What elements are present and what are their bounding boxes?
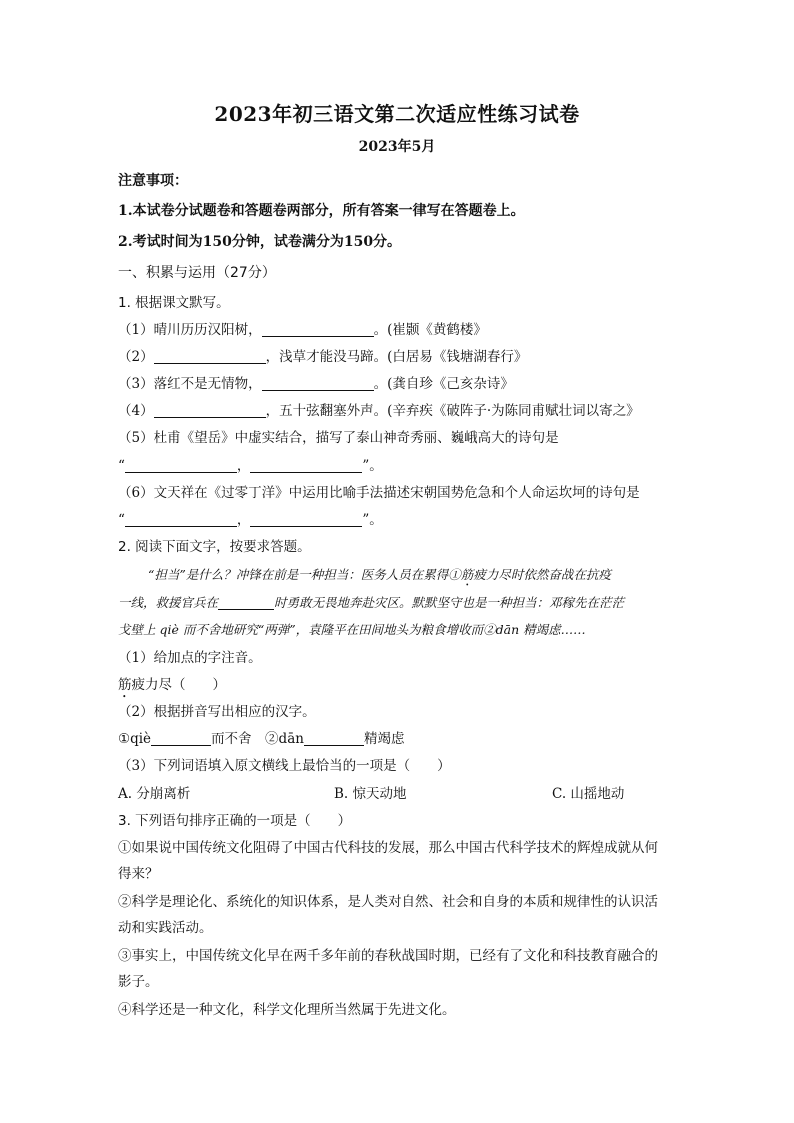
q3-stem: 3. 下列语句排序正确的一项是（ ） (118, 813, 352, 829)
option-b[interactable]: B. 惊天动地 (334, 786, 407, 802)
answer-blank[interactable] (262, 376, 374, 391)
exam-date: 2023年5月 (358, 139, 436, 155)
q2-stem: 2. 阅读下面文字，按要求答题。 (118, 539, 311, 555)
q1-line-1-text-a: （1）晴川历历汉阳树， (118, 322, 262, 338)
option-a[interactable]: A. 分崩离析 (118, 786, 191, 802)
q2-passage-line-3: 戈壁上 qiè 而不舍地研究“两弹”，袁隆平在田间地头为粮食增收而②dān 精竭虑…… (118, 622, 586, 637)
q3-sentence-3b: 影子。 (118, 974, 159, 990)
answer-blank[interactable] (151, 731, 211, 746)
section-1-heading: 一、积累与运用（27分） (118, 265, 276, 281)
open-quote: “ (118, 458, 125, 474)
q2-sub-2: （2）根据拼音写出相应的汉字。 (118, 704, 316, 720)
dotted-char: 筋 (460, 567, 474, 582)
q2-sub-1: （1）给加点的字注音。 (118, 650, 262, 666)
pinyin-item: 而不舍 ②dān (211, 731, 304, 747)
q1-line-4 (118, 402, 640, 420)
q1-line-1-text-b: 。(崔颢《黄鹤楼》 (373, 322, 487, 338)
word-with-blank[interactable]: 疲力尽（ ） (131, 677, 226, 693)
answer-blank[interactable] (262, 322, 374, 337)
passage-text: 疲力尽时依然奋战在抗疫 (473, 567, 611, 582)
q1-line-2-text-a: （2） (118, 349, 154, 365)
q1-line-2-text-b: ，浅草才能没马蹄。(白居易《钱塘湖春行》 (265, 349, 528, 365)
q2-passage-line-1 (148, 566, 611, 589)
q2-passage-line-2 (118, 594, 624, 612)
notice-item-2: 2.考试时间为150分钟，试卷满分为150分。 (118, 234, 402, 250)
open-quote: “ (118, 512, 125, 528)
q1-line-2 (118, 348, 527, 366)
pinyin-item: 精竭虑 (363, 731, 405, 747)
q3-sentence-3a: ③事实上，中国传统文化早在两千多年前的春秋战国时期，已经有了文化和科技教育融合的 (118, 948, 658, 964)
q1-line-4-text-a: （4） (118, 403, 154, 419)
exam-title: 2023年初三语文第二次适应性练习试卷 (214, 102, 580, 126)
passage-text: 时勇敢无畏地奔赴灾区。默默坚守也是一种担当：邓稼先在茫茫 (274, 595, 625, 610)
close-quote: ”。 (362, 458, 383, 474)
q3-sentence-2b: 动和实践活动。 (118, 920, 213, 936)
q3-sentence-2a: ②科学是理论化、系统化的知识体系，是人类对自然、社会和自身的本质和规律性的认识活 (118, 894, 658, 910)
answer-blank[interactable] (125, 458, 237, 473)
comma: ， (236, 512, 251, 528)
q1-line-3-text-b: 。(龚自珍《己亥杂诗》 (373, 376, 514, 392)
comma: ， (236, 458, 251, 474)
notice-item-1: 1.本试卷分试题卷和答题卷两部分，所有答案一律写在答题卷上。 (118, 203, 525, 219)
pinyin-item: ①qiè (118, 731, 152, 747)
q3-sentence-1b: 得来？ (118, 866, 159, 882)
q1-stem: 1. 根据课文默写。 (118, 295, 230, 311)
answer-blank[interactable] (250, 512, 362, 527)
option-c[interactable]: C. 山摇地动 (552, 786, 625, 802)
q1-line-1 (118, 321, 487, 339)
q3-sentence-1a: ①如果说中国传统文化阻碍了中国古代科技的发展，那么中国古代科学技术的辉煌成就从何 (118, 840, 658, 856)
q1-line-3-text-a: （3）落红不是无情物， (118, 376, 262, 392)
passage-text: 一线，救援官兵在 (118, 595, 219, 610)
notice-heading: 注意事项： (118, 173, 188, 189)
passage-blank[interactable] (218, 595, 274, 610)
q2-sub-1-word (118, 676, 226, 701)
q1-line-5: （5）杜甫《望岳》中虚实结合，描写了泰山神奇秀丽、巍峨高大的诗句是 (118, 430, 559, 446)
q1-line-4-text-b: ，五十弦翻塞外声。(辛弃疾《破阵子·为陈同甫赋壮词以寄之》 (265, 403, 640, 419)
q1-line-3 (118, 375, 514, 393)
q3-sentence-4: ④科学还是一种文化，科学文化理所当然属于先进文化。 (118, 1002, 456, 1018)
q2-sub-2-answers (118, 730, 404, 748)
answer-blank[interactable] (125, 512, 237, 527)
q1-line-6: （6）文天祥在《过零丁洋》中运用比喻手法描述宋朝国势危急和个人命运坎坷的诗句是 (118, 485, 640, 501)
answer-blank[interactable] (304, 731, 364, 746)
close-quote: ”。 (362, 512, 383, 528)
q1-line-5-blanks (118, 457, 383, 475)
passage-text: “担当”是什么？冲锋在前是一种担当：医务人员在累得① (148, 567, 461, 582)
dotted-char: 筋 (118, 677, 132, 693)
answer-blank[interactable] (250, 458, 362, 473)
answer-blank[interactable] (154, 403, 266, 418)
answer-blank[interactable] (154, 349, 266, 364)
q2-sub-3: （3）下列词语填入原文横线上最恰当的一项是（ ） (118, 758, 451, 774)
q1-line-6-blanks (118, 511, 383, 529)
